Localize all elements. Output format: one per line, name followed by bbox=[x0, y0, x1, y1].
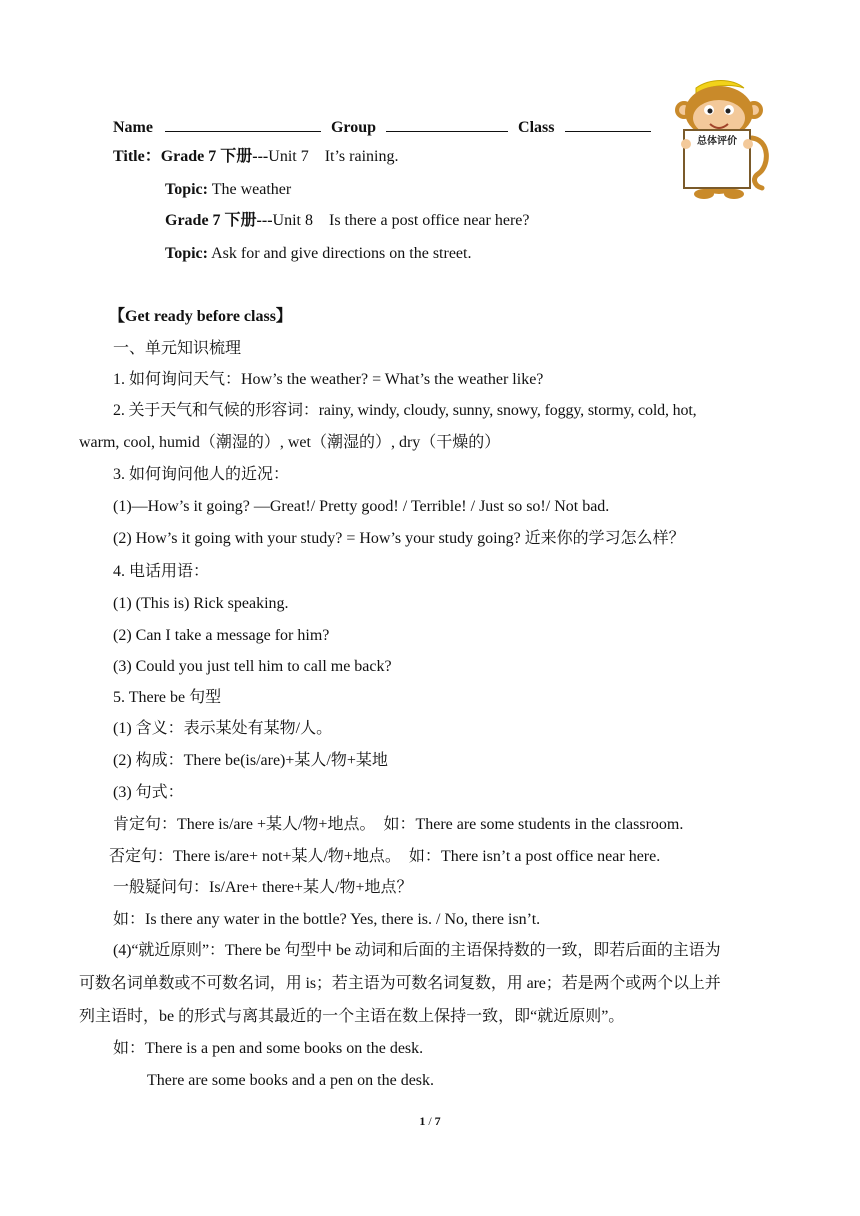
badge-text: 总体评价 bbox=[697, 136, 737, 147]
body-line: 如：There is a pen and some books on the desk. bbox=[113, 1040, 424, 1057]
body-line: 如：Is there any water in the bottle? Yes, there is. / No, there isn’t. bbox=[113, 911, 541, 928]
topic1-text: The weather bbox=[207, 181, 292, 198]
body-line: (2) How’s it going with your study? = How’s your study going? 近来你的学习怎么样？ bbox=[113, 530, 685, 547]
body-line: 2. 关于天气和气候的形容词：rainy, windy, cloudy, sunny, snowy, foggy, stormy, cold, hot, bbox=[113, 402, 697, 419]
body-line: 列主语时，be 的形式与离其最近的一个主语在数上保持一致，即“就近原则”。 bbox=[79, 1008, 625, 1025]
body-line: (2) Can I take a message for him? bbox=[113, 627, 330, 644]
body-line: There are some books and a pen on the desk. bbox=[147, 1072, 435, 1089]
topic2-text: Ask for and give directions on the street. bbox=[207, 245, 472, 262]
name-field[interactable] bbox=[165, 117, 321, 132]
body-line: 1. 如何询问天气：How’s the weather? = What’s the weather like? bbox=[113, 371, 544, 388]
body-line: (3) 句式： bbox=[113, 784, 184, 801]
topic2-line bbox=[165, 244, 471, 264]
body-line: (1)—How’s it going? —Great!/ Pretty good! / Terrible! / Just so so!/ Not bad. bbox=[113, 498, 610, 515]
unit7-grade: Grade 7 下册--- bbox=[160, 148, 269, 165]
unit7-text: Unit 7 It’s raining. bbox=[268, 148, 399, 165]
topic1-line bbox=[165, 180, 291, 200]
body-line: 可数名词单数或不可数名词，用 is；若主语为可数名词复数，用 are；若是两个或两个以上并 bbox=[79, 975, 721, 992]
group-label: Group bbox=[330, 119, 377, 136]
unit8-line bbox=[165, 211, 529, 231]
body-line: (1) 含义：表示某处有某物/人。 bbox=[113, 720, 333, 737]
body-line: (2) 构成：There be(is/are)+某人/物+某地 bbox=[113, 752, 388, 769]
class-field[interactable] bbox=[565, 117, 651, 132]
body-line: 3. 如何询问他人的近况： bbox=[113, 466, 290, 483]
body-line: 5. There be 句型 bbox=[113, 689, 222, 706]
class-label: Class bbox=[518, 119, 555, 136]
page-number bbox=[0, 1113, 860, 1129]
section-heading: 【Get ready before class】 bbox=[109, 308, 292, 325]
page-sep: / bbox=[425, 1114, 435, 1128]
monkey-mascot-icon bbox=[666, 78, 772, 202]
body-line: (3) Could you just tell him to call me back? bbox=[113, 658, 392, 675]
body-line: 一、单元知识梳理 bbox=[113, 340, 242, 357]
unit8-text: Unit 8 Is there a post office near here? bbox=[272, 212, 530, 229]
topic2-label: Topic: bbox=[165, 245, 208, 262]
body-line: 一般疑问句：Is/Are+ there+某人/物+地点？ bbox=[113, 879, 413, 896]
page-current: 1 bbox=[419, 1114, 426, 1128]
title-label: Title： bbox=[113, 148, 161, 165]
page-total: 7 bbox=[434, 1114, 441, 1128]
name-label: Name bbox=[113, 119, 153, 136]
group-field[interactable] bbox=[386, 117, 508, 132]
body-line: 否定句：There is/are+ not+某人/物+地点。 如：There isn’t a post office near here. bbox=[109, 848, 661, 865]
body-line: (1) (This is) Rick speaking. bbox=[113, 595, 289, 612]
unit8-grade: Grade 7 下册--- bbox=[165, 212, 273, 229]
body-line: 肯定句：There is/are +某人/物+地点。 如：There are some students in the classroom. bbox=[113, 816, 684, 833]
title-line bbox=[113, 147, 398, 167]
header-row bbox=[113, 117, 651, 138]
body-line: (4)“就近原则”：There be 句型中 be 动词和后面的主语保持数的一致，即若后面的主语为 bbox=[113, 942, 721, 959]
body-line: warm, cool, humid（潮湿的）, wet（潮湿的）, dry（干燥的） bbox=[79, 434, 501, 451]
topic1-label: Topic: bbox=[165, 181, 208, 198]
body-line: 4. 电话用语： bbox=[113, 563, 210, 580]
